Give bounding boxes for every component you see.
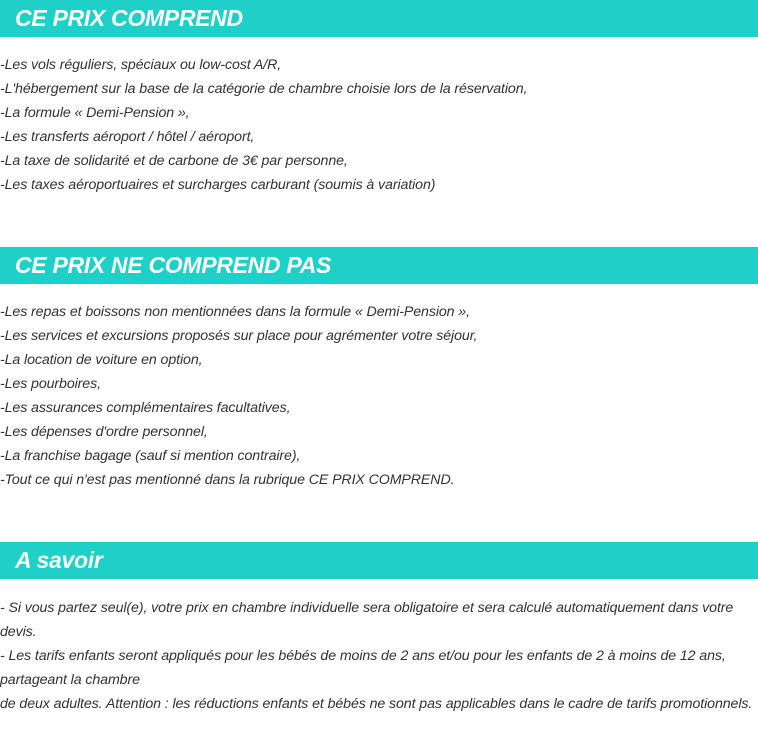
list-item: -Les vols réguliers, spéciaux ou low-cost A/R, — [0, 57, 282, 73]
excluded-list — [0, 300, 477, 492]
list-item: -Les taxes aéroportuaires et surcharges carburant (soumis à variation) — [0, 177, 436, 193]
list-item: -Les repas et boissons non mentionnées dans la formule « Demi-Pension », — [0, 304, 470, 320]
included-section — [0, 0, 758, 193]
excluded-section — [0, 247, 758, 488]
info-title: A savoir — [0, 542, 758, 579]
list-item: -L'hébergement sur la base de la catégorie de chambre choisie lors de la réservation, — [0, 81, 528, 97]
info-line: de deux adultes. Attention : les réductions enfants et bébés ne sont pas applicables dans le cadre de tarifs promotionnels. — [0, 696, 753, 712]
list-item: -Tout ce qui n'est pas mentionné dans la rubrique CE PRIX COMPREND. — [0, 472, 455, 488]
included-list — [0, 53, 527, 197]
info-line: - Si vous partez seul(e), votre prix en chambre individuelle sera obligatoire et sera calculé automatiquement dans votre devis. — [0, 600, 734, 640]
list-item: -La formule « Demi-Pension », — [0, 105, 190, 121]
info-line: - Les tarifs enfants seront appliqués pour les bébés de moins de 2 ans et/ou pour les enfants de 2 à moins de 12 ans, partageant la chambre — [0, 648, 726, 688]
list-item: -Les services et excursions proposés sur place pour agrémenter votre séjour, — [0, 328, 478, 344]
list-item: -Les pourboires, — [0, 376, 101, 392]
list-item: -Les assurances complémentaires facultatives, — [0, 400, 291, 416]
list-item: -Les transferts aéroport / hôtel / aéroport, — [0, 129, 255, 145]
list-item: -La franchise bagage (sauf si mention contraire), — [0, 448, 301, 464]
excluded-title: CE PRIX NE COMPREND PAS — [0, 247, 758, 284]
list-item: -Les dépenses d'ordre personnel, — [0, 424, 208, 440]
list-item: -La taxe de solidarité et de carbone de 3€ par personne, — [0, 153, 348, 169]
info-text — [0, 596, 758, 716]
info-section — [0, 542, 758, 712]
included-title: CE PRIX COMPREND — [0, 0, 758, 37]
list-item: -La location de voiture en option, — [0, 352, 203, 368]
